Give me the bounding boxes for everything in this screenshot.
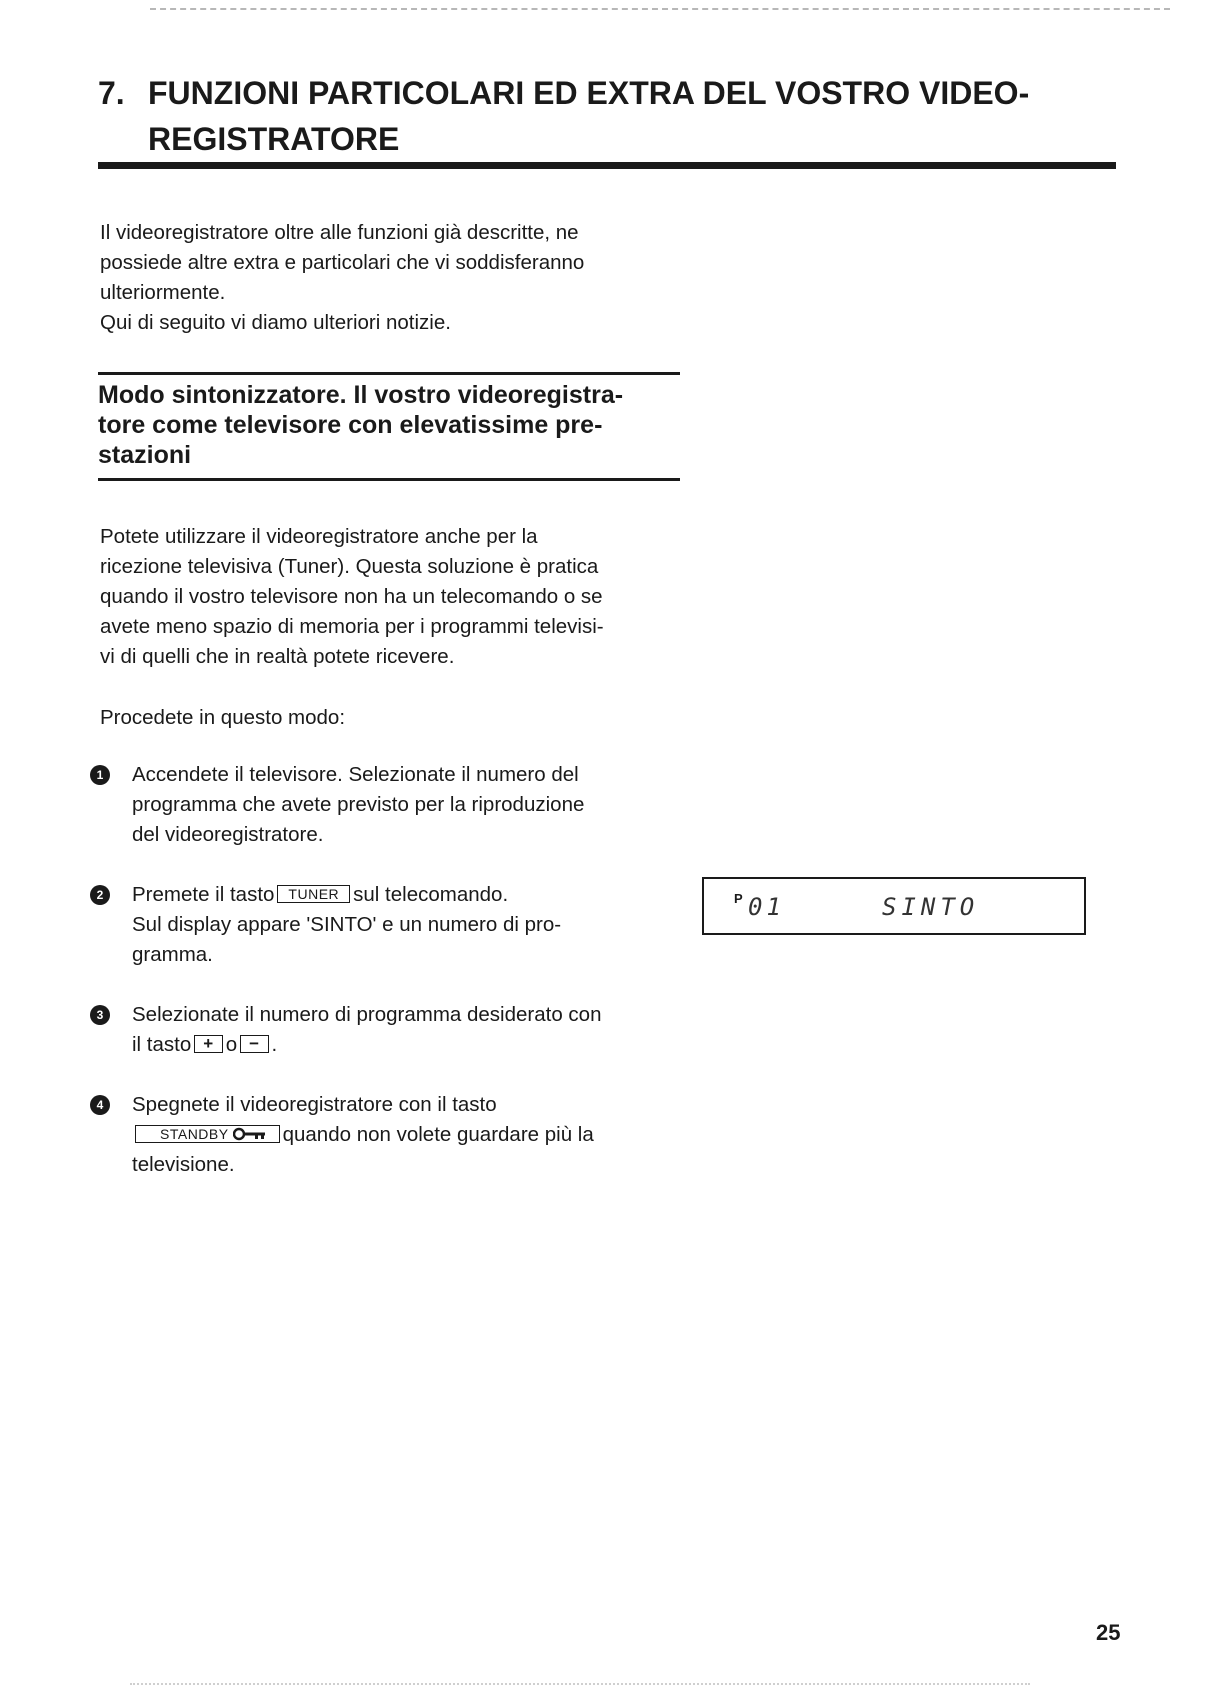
vcr-display — [702, 877, 1086, 935]
section-title-line: stazioni — [98, 441, 192, 469]
intro-paragraph — [100, 218, 700, 338]
standby-key-label: STANDBY — [160, 1126, 229, 1142]
procedure-intro: Procedete in questo modo: — [100, 706, 346, 729]
tuner-key: TUNER — [277, 885, 350, 903]
title-line-1: FUNZIONI PARTICOLARI ED EXTRA DEL VOSTRO VIDEO- — [148, 75, 1030, 111]
step-number-badge: 2 — [90, 885, 110, 905]
step-line: televisione. — [132, 1153, 235, 1176]
step-line: programma che avete previsto per la riproduzione — [132, 793, 585, 816]
para-line: vi di quelli che in realtà potete ricevere. — [100, 645, 455, 668]
step-3 — [90, 1000, 710, 1060]
title-line-2: REGISTRATORE — [148, 121, 400, 157]
step-text: . — [271, 1033, 278, 1056]
step-line: Sul display appare 'SINTO' e un numero di pro- — [132, 913, 562, 936]
step-text: o — [225, 1033, 238, 1056]
para-line: Potete utilizzare il videoregistratore anche per la — [100, 525, 538, 548]
display-p-label: P — [734, 891, 743, 906]
page-title — [98, 70, 1108, 162]
display-text: SINTO — [882, 893, 980, 921]
section-title — [98, 380, 698, 470]
plus-key: + — [194, 1035, 222, 1053]
intro-line: Il videoregistratore oltre alle funzioni già descritte, ne — [100, 221, 579, 244]
step-line: Accendete il televisore. Selezionate il numero del — [132, 763, 579, 786]
step-text: il tasto — [132, 1033, 192, 1056]
step-text: Premete il tasto — [132, 883, 275, 906]
step-text: sul telecomando. — [353, 883, 509, 906]
scan-artifact-bottom — [130, 1683, 1030, 1685]
display-program-number: 01 — [748, 893, 785, 921]
key-lock-icon — [233, 1127, 267, 1141]
scan-artifact-top — [150, 8, 1170, 10]
intro-line: Qui di seguito vi diamo ulteriori notizie. — [100, 311, 451, 334]
para-line: quando il vostro televisore non ha un telecomando o se — [100, 585, 603, 608]
intro-line: ulteriormente. — [100, 281, 226, 304]
step-number-badge: 1 — [90, 765, 110, 785]
step-4 — [90, 1090, 710, 1180]
step-line: del videoregistratore. — [132, 823, 324, 846]
minus-key: − — [240, 1035, 268, 1053]
step-2 — [90, 880, 710, 970]
title-rule — [98, 162, 1116, 169]
step-number-badge: 3 — [90, 1005, 110, 1025]
step-line: Spegnete il videoregistratore con il tasto — [132, 1093, 497, 1116]
step-line: Selezionate il numero di programma desiderato con — [132, 1003, 602, 1026]
intro-line: possiede altre extra e particolari che vi soddisferanno — [100, 251, 585, 274]
standby-key — [135, 1125, 280, 1143]
para-line: avete meno spazio di memoria per i programmi televisi- — [100, 615, 604, 638]
section-rule-top — [98, 372, 680, 375]
step-line: gramma. — [132, 943, 213, 966]
step-text: quando non volete guardare più la — [282, 1123, 594, 1146]
step-number-badge: 4 — [90, 1095, 110, 1115]
section-paragraph — [100, 522, 700, 672]
page-number: 25 — [1096, 1620, 1121, 1645]
section-title-line: tore come televisore con elevatissime pre- — [98, 411, 603, 439]
section-rule-bottom — [98, 478, 680, 481]
chapter-number: 7. — [98, 75, 125, 111]
para-line: ricezione televisiva (Tuner). Questa soluzione è pratica — [100, 555, 599, 578]
section-title-line: Modo sintonizzatore. Il vostro videoregistra- — [98, 381, 624, 409]
step-1 — [90, 760, 710, 850]
